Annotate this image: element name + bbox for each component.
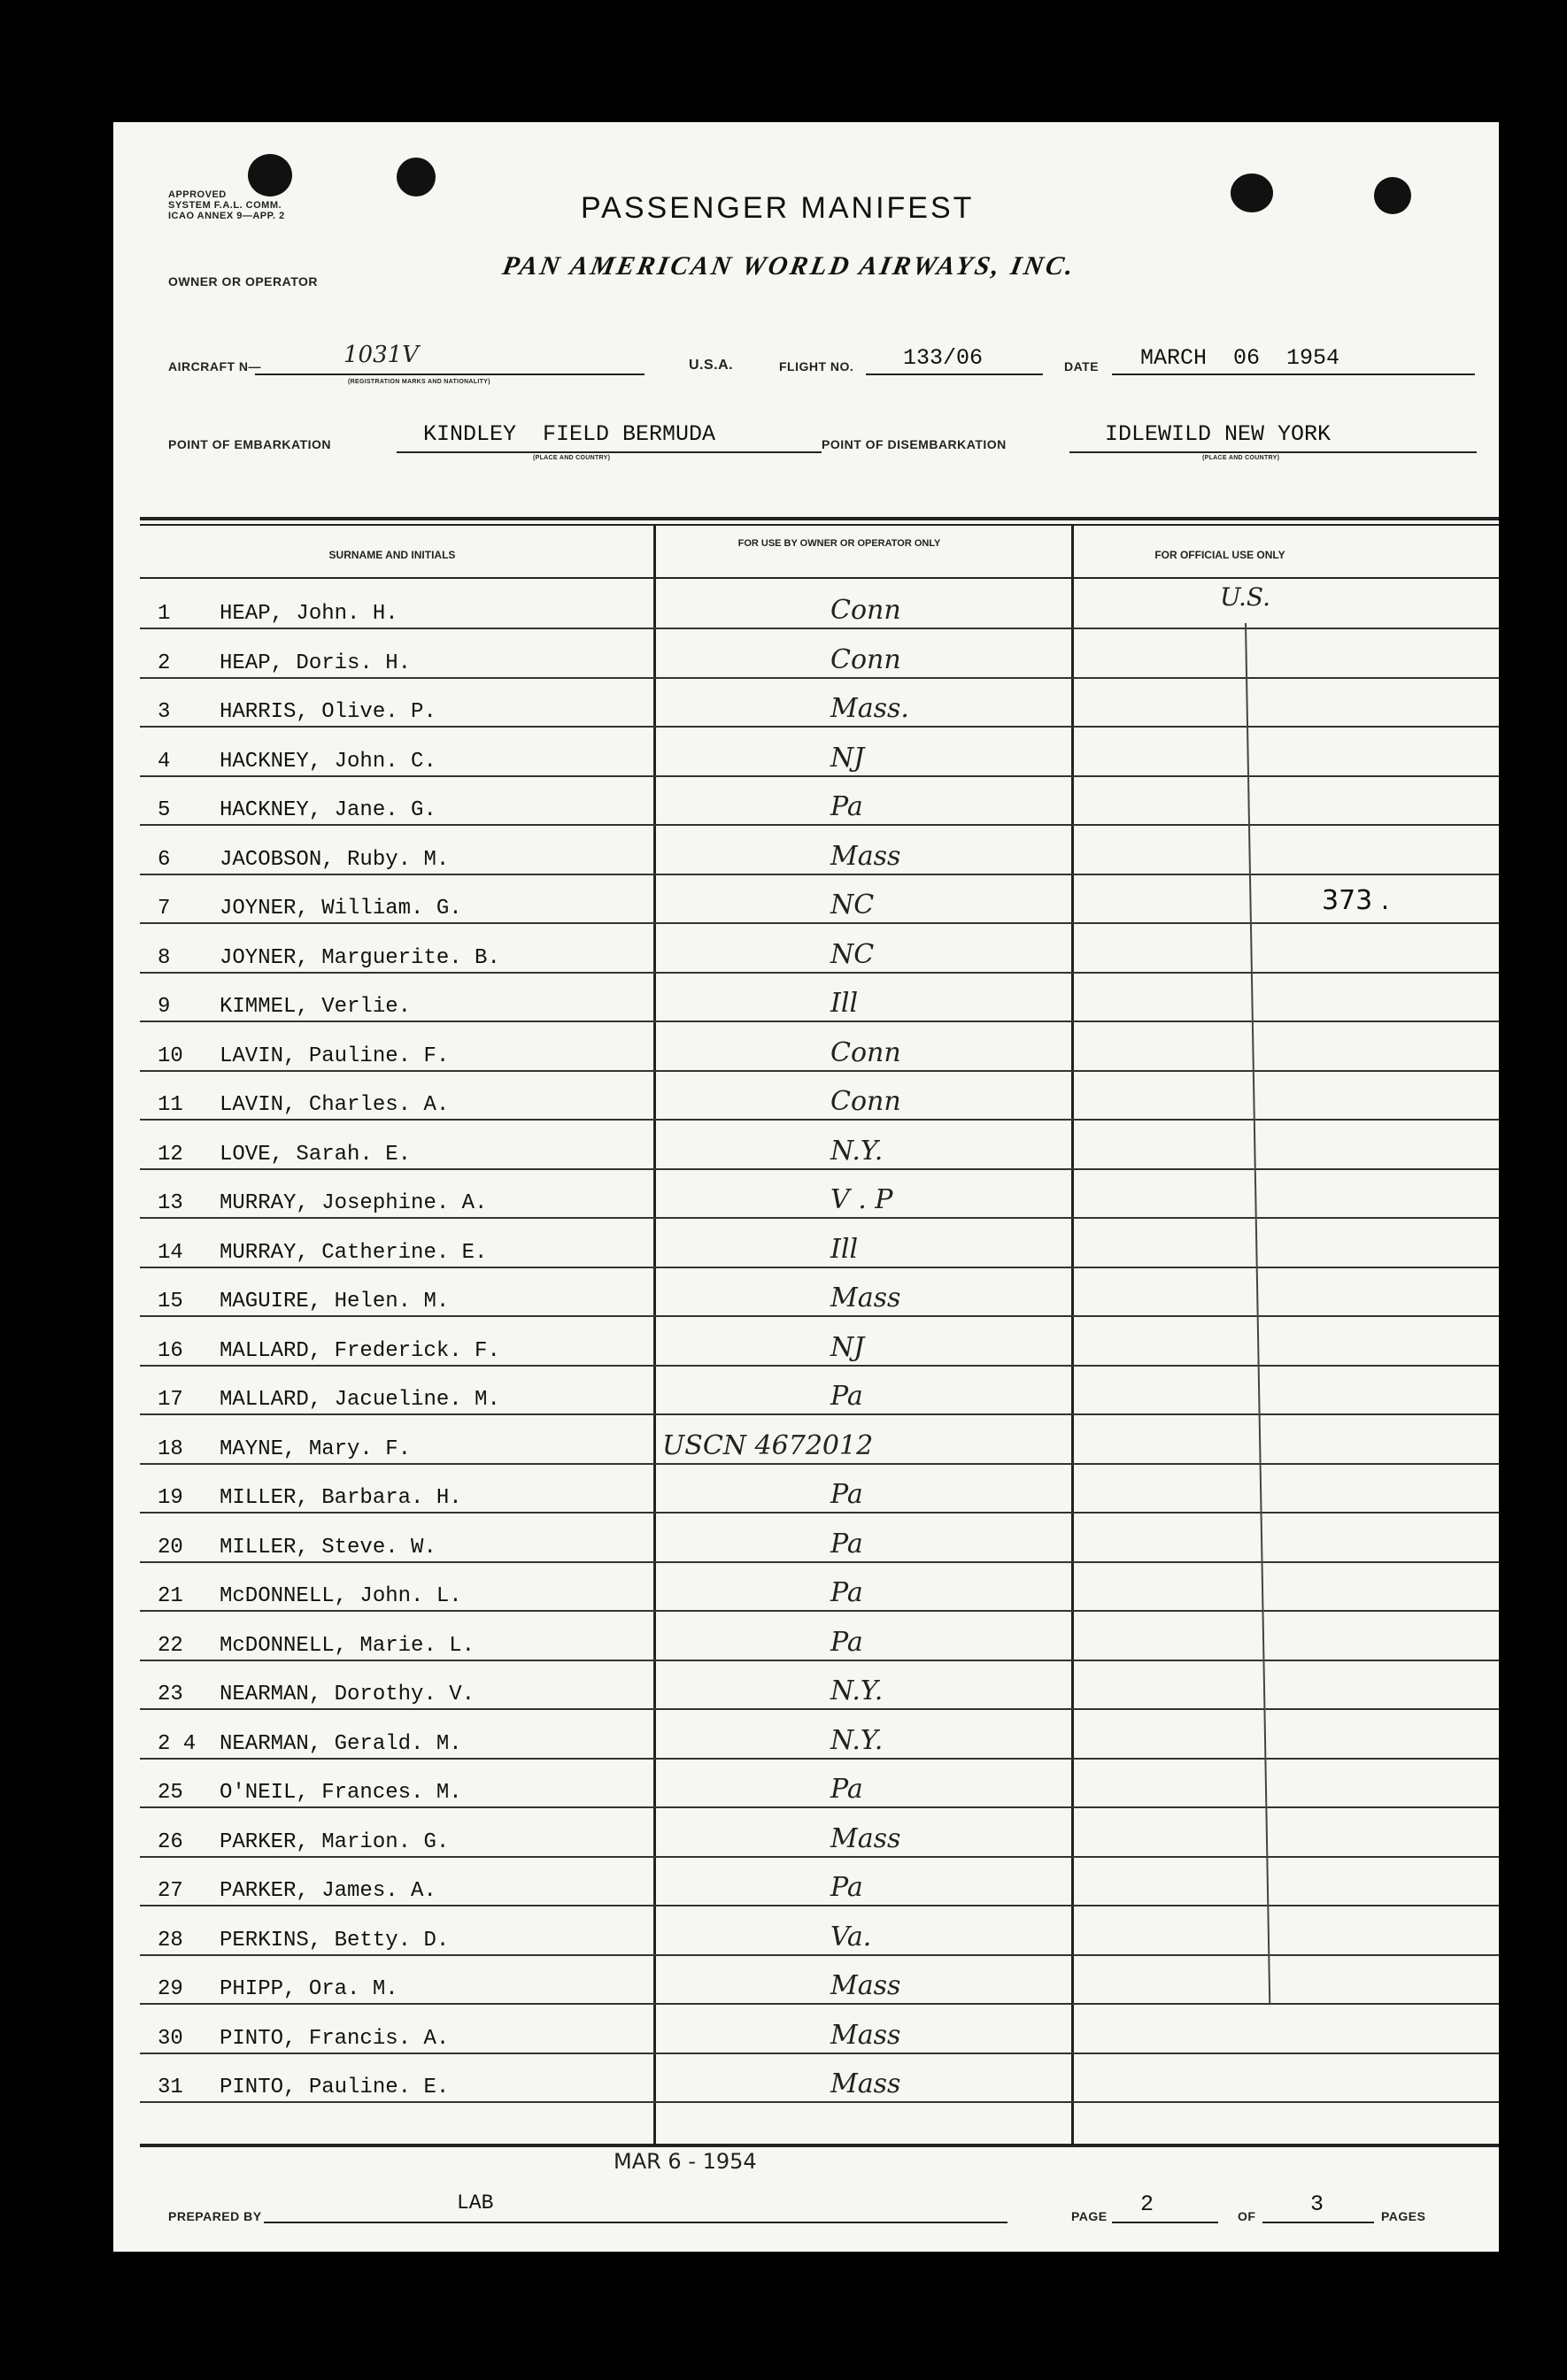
aircraft-label: AIRCRAFT N— [168, 359, 262, 374]
operator-name: PAN AMERICAN WORLD AIRWAYS, INC. [500, 251, 1078, 281]
table-row [113, 1563, 1499, 1612]
row-number: 12 [158, 1142, 183, 1167]
header-rule [140, 524, 1499, 526]
aircraft-value: 1031V [344, 342, 419, 368]
owner-annotation: Mass [830, 1822, 901, 1854]
row-number: 16 [158, 1338, 183, 1363]
table-row [113, 1023, 1499, 1072]
of-label: OF [1238, 2209, 1256, 2223]
row-number: 2 [158, 651, 171, 675]
owner-annotation: Pa [830, 1479, 863, 1510]
owner-annotation: Pa [830, 1774, 863, 1805]
passenger-name: LAVIN, Charles. A. [220, 1093, 450, 1117]
table-row [113, 1121, 1499, 1170]
owner-annotation: Pa [830, 1626, 863, 1658]
usa-label: U.S.A. [689, 358, 734, 373]
column-header-surname: SURNAME AND INITIALS [328, 549, 456, 561]
passenger-name: MAYNE, Mary. F. [220, 1436, 412, 1461]
owner-annotation: N.Y. [830, 1675, 884, 1706]
row-number: 31 [158, 2076, 183, 2099]
embark-label: POINT OF EMBARKATION [168, 437, 331, 451]
table-row [113, 581, 1499, 629]
header-rule [140, 577, 1499, 579]
owner-annotation: Mass [830, 1282, 901, 1313]
passenger-name: HACKNEY, Jane. G. [220, 798, 436, 822]
table-row [113, 1367, 1499, 1415]
passenger-name: PERKINS, Betty. D. [220, 1928, 450, 1953]
passenger-name: PARKER, James. A. [220, 1879, 436, 1903]
received-stamp: MAR 6 - 1954 [614, 2149, 757, 2174]
passenger-name: MAGUIRE, Helen. M. [220, 1290, 450, 1313]
row-number: 14 [158, 1240, 183, 1265]
passenger-name: LOVE, Sarah. E. [220, 1142, 412, 1167]
punch-hole-icon [1374, 177, 1411, 214]
owner-annotation: Pa [830, 1528, 863, 1560]
owner-annotation: Conn [830, 643, 901, 675]
owner-annotation: Conn [830, 1086, 901, 1117]
row-rule [140, 2101, 1499, 2103]
passenger-name: JOYNER, Marguerite. B. [220, 945, 500, 970]
passenger-name: NEARMAN, Dorothy. V. [220, 1683, 475, 1706]
table-row [113, 777, 1499, 826]
owner-annotation: Mass [830, 2019, 901, 2051]
table-row [113, 974, 1499, 1022]
table-row [113, 2054, 1499, 2103]
row-number: 30 [158, 2026, 183, 2051]
table-row [113, 875, 1499, 924]
table-row [113, 1907, 1499, 1956]
disembark-note: (PLACE AND COUNTRY) [1202, 455, 1280, 461]
row-number: 26 [158, 1829, 183, 1854]
table-row [113, 1220, 1499, 1268]
table-row [113, 630, 1499, 679]
table-row [113, 1268, 1499, 1317]
stamp-line: APPROVED [168, 189, 227, 200]
passenger-name: KIMMEL, Verlie. [220, 995, 412, 1019]
passenger-name: HACKNEY, John. C. [220, 749, 436, 774]
passenger-name: JACOBSON, Ruby. M. [220, 847, 450, 872]
punch-hole-icon [397, 158, 436, 196]
page-value: 2 [1140, 2191, 1154, 2217]
row-number: 18 [158, 1436, 183, 1461]
passenger-name: HARRIS, Olive. P. [220, 700, 436, 724]
flight-value: 133/06 [903, 345, 984, 371]
row-number: 20 [158, 1535, 183, 1560]
row-number: 27 [158, 1879, 183, 1903]
flight-label: FLIGHT NO. [779, 359, 854, 374]
passenger-name: McDONNELL, John. L. [220, 1584, 462, 1608]
owner-annotation: Mass. [830, 693, 909, 724]
owner-annotation: Mass [830, 2068, 901, 2099]
table-row [113, 1613, 1499, 1661]
manifest-sheet [113, 122, 1499, 2252]
owner-label: OWNER OR OPERATOR [168, 274, 318, 289]
table-row [113, 1072, 1499, 1121]
row-number: 7 [158, 897, 171, 920]
table-row [113, 827, 1499, 875]
row-number: 13 [158, 1191, 183, 1215]
embark-value: KINDLEY FIELD BERMUDA [423, 421, 716, 447]
disembark-label: POINT OF DISEMBARKATION [822, 437, 1007, 451]
table-row [113, 925, 1499, 974]
stamp-line: ICAO ANNEX 9—APP. 2 [168, 211, 285, 221]
table-row [113, 1760, 1499, 1808]
row-number: 29 [158, 1977, 183, 2001]
date-value: MARCH 06 1954 [1140, 345, 1340, 371]
owner-annotation: Pa [830, 1381, 863, 1412]
disembark-value: IDLEWILD NEW YORK [1105, 421, 1332, 447]
row-number: 28 [158, 1928, 183, 1953]
row-number: 2 4 [158, 1731, 197, 1756]
passenger-name: PHIPP, Ora. M. [220, 1977, 398, 2001]
pages-label: PAGES [1381, 2209, 1426, 2223]
passenger-name: MURRAY, Catherine. E. [220, 1240, 488, 1265]
passenger-name: PINTO, Pauline. E. [220, 2076, 450, 2099]
row-number: 25 [158, 1781, 183, 1805]
owner-annotation: NJ [830, 1331, 865, 1363]
table-row [113, 1858, 1499, 1906]
footer-rule [140, 2144, 1499, 2147]
column-header-owner: FOR USE BY OWNER OR OPERATOR ONLY [737, 538, 941, 549]
owner-annotation: N.Y. [830, 1724, 884, 1756]
date-label: DATE [1064, 359, 1100, 374]
passenger-name: MALLARD, Jacueline. M. [220, 1388, 500, 1412]
table-row [113, 1956, 1499, 2005]
table-row [113, 1465, 1499, 1513]
table-row [113, 1416, 1499, 1465]
owner-annotation: Ill [830, 1233, 859, 1265]
prepared-label: PREPARED BY [168, 2209, 262, 2223]
row-number: 10 [158, 1044, 183, 1068]
passenger-name: MALLARD, Frederick. F. [220, 1338, 500, 1363]
punch-hole-icon [1231, 173, 1273, 212]
table-row [113, 1318, 1499, 1367]
embark-note: (PLACE AND COUNTRY) [533, 455, 611, 461]
passenger-name: PARKER, Marion. G. [220, 1829, 450, 1854]
row-number: 22 [158, 1633, 183, 1658]
prepared-value: LAB [457, 2191, 494, 2214]
table-row [113, 1661, 1499, 1710]
row-number: 23 [158, 1683, 183, 1706]
row-number: 8 [158, 945, 171, 970]
row-number: 21 [158, 1584, 183, 1608]
owner-annotation: Conn [830, 595, 901, 626]
official-note: U.S. [1220, 582, 1271, 612]
passenger-name: MURRAY, Josephine. A. [220, 1191, 488, 1215]
stamp-line: SYSTEM F.A.L. COMM. [168, 200, 282, 211]
owner-annotation: Ill [830, 988, 859, 1019]
owner-annotation: NC [830, 890, 875, 920]
page-title: PASSENGER MANIFEST [581, 191, 975, 225]
of-value: 3 [1310, 2191, 1324, 2217]
owner-annotation: Mass [830, 1970, 901, 2001]
owner-annotation: Pa [830, 791, 863, 822]
row-number: 11 [158, 1093, 183, 1117]
approval-stamp [168, 189, 285, 221]
table-row [113, 1711, 1499, 1760]
owner-annotation: Mass [830, 840, 901, 872]
owner-annotation: USCN 4672012 [662, 1429, 874, 1461]
table-row [113, 1809, 1499, 1858]
owner-annotation: V . P [830, 1184, 893, 1215]
row-number: 5 [158, 798, 171, 822]
official-note: 373 . [1322, 885, 1390, 916]
row-number: 1 [158, 602, 171, 626]
table-row [113, 2006, 1499, 2054]
row-number: 6 [158, 847, 171, 872]
row-number: 4 [158, 749, 171, 774]
owner-annotation: Pa [830, 1872, 863, 1903]
passenger-name: HEAP, John. H. [220, 602, 398, 626]
row-number: 17 [158, 1388, 183, 1412]
owner-annotation: Conn [830, 1036, 901, 1068]
row-number: 19 [158, 1486, 183, 1510]
row-number: 15 [158, 1290, 183, 1313]
table-row [113, 1514, 1499, 1563]
passenger-name: McDONNELL, Marie. L. [220, 1633, 475, 1658]
owner-annotation: N.Y. [830, 1135, 884, 1167]
table-row [113, 1170, 1499, 1219]
passenger-name: NEARMAN, Gerald. M. [220, 1731, 462, 1756]
column-header-official: FOR OFFICIAL USE ONLY [1154, 549, 1285, 561]
owner-annotation: NC [830, 938, 875, 970]
table-row [113, 728, 1499, 777]
passenger-name: HEAP, Doris. H. [220, 651, 412, 675]
passenger-name: LAVIN, Pauline. F. [220, 1044, 450, 1068]
table-row [113, 679, 1499, 728]
passenger-name: PINTO, Francis. A. [220, 2026, 450, 2051]
owner-annotation: Pa [830, 1577, 863, 1608]
header-rule [140, 517, 1499, 520]
page-label: PAGE [1071, 2209, 1108, 2223]
registration-note: (REGISTRATION MARKS AND NATIONALITY) [348, 379, 490, 385]
passenger-name: O'NEIL, Frances. M. [220, 1781, 462, 1805]
passenger-name: MILLER, Steve. W. [220, 1535, 436, 1560]
row-number: 9 [158, 995, 171, 1019]
passenger-name: MILLER, Barbara. H. [220, 1486, 462, 1510]
owner-annotation: Va. [830, 1921, 872, 1953]
owner-annotation: NJ [830, 742, 865, 774]
row-number: 3 [158, 700, 171, 724]
passenger-name: JOYNER, William. G. [220, 897, 462, 920]
